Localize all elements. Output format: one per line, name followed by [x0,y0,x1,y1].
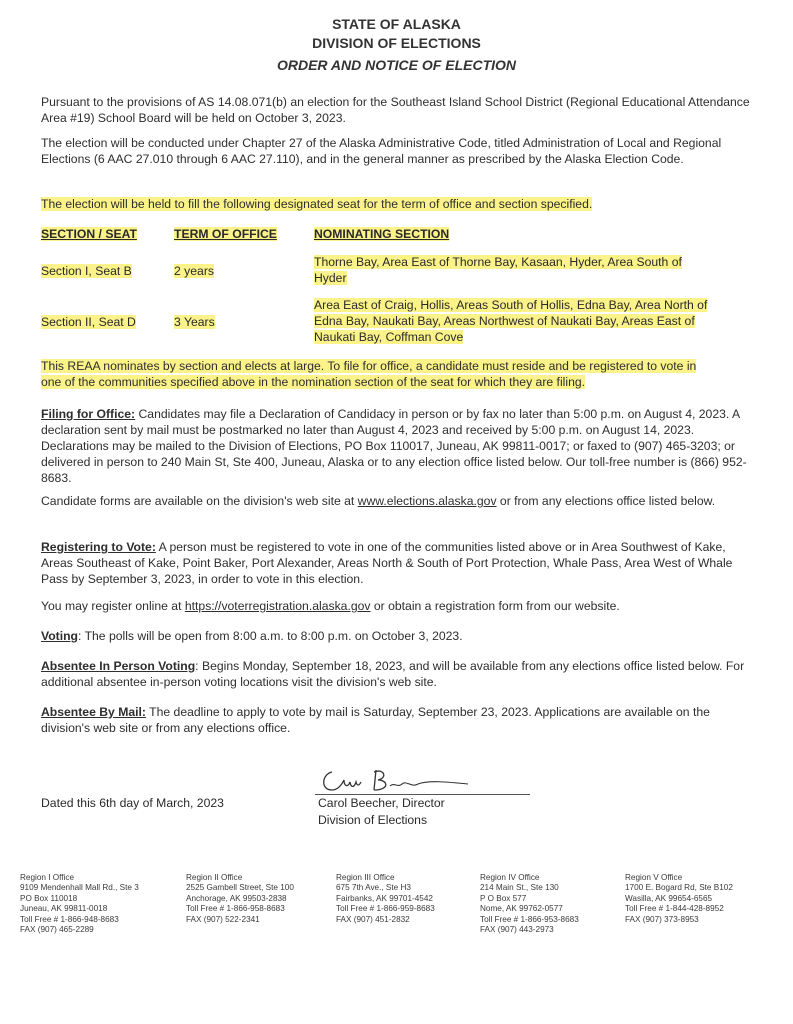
table-header-section: NOMINATING SECTION [314,227,450,241]
office-region-3: Region III Office 675 7th Ave., Ste H3 Fairbanks, AK 99701-4542 Toll Free # 1-866-959-8683 FAX (907) 451-2832 [336,873,435,924]
signatory-name: Carol Beecher, Director [318,796,445,810]
dated-line: Dated this 6th day of March, 2023 [41,796,224,810]
absentee-by-mail-title: Absentee By Mail: [41,705,146,719]
forms-paragraph: Candidate forms are available on the division's web site at www.elections.alaska.gov or from any elections office listed below. [41,494,716,508]
office-region-1: Region I Office 9109 Mendenhall Mall Rd., Ste 3 PO Box 110018 Juneau, AK 99811-0018 Toll Free # 1-866-948-8683 FAX (907) 465-2289 [20,873,139,935]
intro-paragraph-3-text: The election will be held to fill the following designated seat for the term of office and section specified. [41,197,593,211]
table-row-2-seat: Section II, Seat D [41,315,136,329]
table-row-2-term: 3 Years [174,315,215,329]
filing-paragraph: Filing for Office: Candidates may file a Declaration of Candidacy in person or by fax no later than 5:00 p.m. on August 4, 2023. A declaration sent by mail must be postmarked no later than August 4, 2023 and received by 5:00 p.m. on August 14, 2023. Declarations may be mailed to the Division of Elections, PO Box 110017, Juneau, AK 99811-0017; or faxed to (907) 465-3203; or delivered in person to 240 Main St, Ste 400, Juneau, Alaska or to any election office listed below. Our toll-free number is (866) 952-8683. [41,407,747,485]
registering-title: Registering to Vote: [41,540,156,554]
elections-website-link[interactable]: www.elections.alaska.gov [357,494,497,508]
intro-paragraph-1: Pursuant to the provisions of AS 14.08.071(b) an election for the Southeast Island School District (Regional Educational Attendance Area #19) School Board will be held on October 3, 2023. [41,95,750,125]
filing-title: Filing for Office: [41,407,136,421]
table-row-1-seat: Section I, Seat B [41,264,132,278]
intro-paragraph-3 [41,196,751,212]
table-header-seat: SECTION / SEAT [41,227,137,241]
voting-title: Voting [41,629,79,643]
voter-registration-link[interactable]: https://voterregistration.alaska.gov [184,599,371,613]
registering-paragraph: Registering to Vote: A person must be registered to vote in one of the communities listed above or in Area Southwest of Kake, Areas Southeast of Kake, Point Baker, Port Alexander, Areas North & South of Port Protection, Whale Pass, Area West of Whale Pass by September 3, 2023, in order to vote in this election. [41,540,733,586]
header-order-notice: ORDER AND NOTICE OF ELECTION [276,57,517,73]
voting-paragraph: Voting: The polls will be open from 8:00 a.m. to 8:00 p.m. on October 3, 2023. [41,629,463,643]
header-state: STATE OF ALASKA [332,16,461,32]
table-row-1-term: 2 years [174,264,214,278]
header-division: DIVISION OF ELECTIONS [312,35,481,51]
online-registration-paragraph: You may register online at https://voterregistration.alaska.gov or obtain a registration form from our website. [41,599,620,613]
intro-paragraph-2: The election will be conducted under Chapter 27 of the Alaska Administrative Code, titled Administration of Local and Regional Elections (6 AAC 27.010 through 6 AAC 27.110), and in the general manner as prescribed by the Alaska Election Code. [41,136,722,166]
office-region-2: Region II Office 2525 Gambell Street, Ste 100 Anchorage, AK 99503-2838 Toll Free # 1-866-958-8683 FAX (907) 522-2341 [186,873,294,924]
table-header-term: TERM OF OFFICE [174,227,277,241]
reaa-note: This REAA nominates by section and elects at large. To file for office, a candidate must reside and be registered to vote in one of the communities specified above in the nomination section of the seat for which they are filing. [41,359,697,389]
table-row-1-section: Thorne Bay, Area East of Thorne Bay, Kasaan, Hyder, Area South of Hyder [314,255,682,285]
office-region-5: Region V Office 1700 E. Bogard Rd, Ste B102 Wasilla, AK 99654-6565 Toll Free # 1-844-428-8952 FAX (907) 373-8953 [625,873,733,924]
signatory-title: Division of Elections [318,813,428,827]
absentee-by-mail-paragraph: Absentee By Mail: The deadline to apply to vote by mail is Saturday, September 23, 2023. Applications are available on the division's web site or from any elections office. [41,705,710,735]
office-region-4: Region IV Office 214 Main St., Ste 130 P O Box 577 Nome, AK 99762-0577 Toll Free # 1-866-953-8683 FAX (907) 443-2973 [480,873,579,935]
table-row-2-section: Area East of Craig, Hollis, Areas South of Hollis, Edna Bay, Area North of Edna Bay, Naukati Bay, Areas Northwest of Naukati Bay, Areas East of Naukati Bay, Coffman Cove [314,298,708,344]
absentee-in-person-paragraph: Absentee In Person Voting: Begins Monday, September 18, 2023, and will be available from any elections office listed below. For additional absentee in-person voting locations visit the division's web site. [41,659,745,689]
signature-image [318,764,478,798]
absentee-in-person-title: Absentee In Person Voting [41,659,196,673]
